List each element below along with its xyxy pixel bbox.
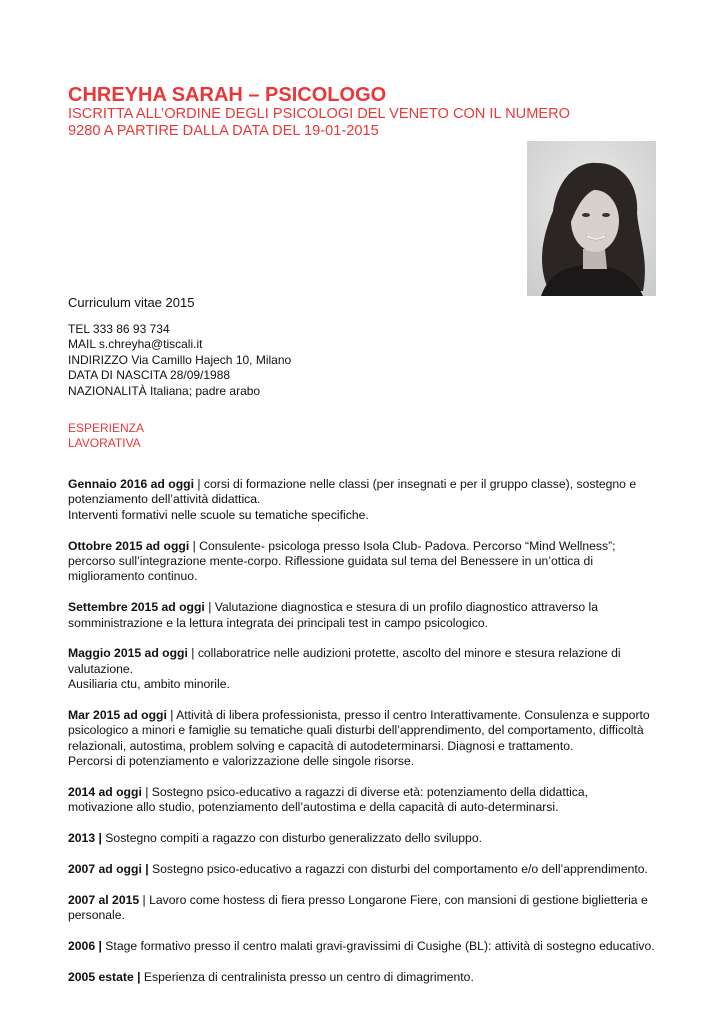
entry-text: Ausiliaria ctu, ambito minorile. [68, 677, 230, 692]
entry-period: 2005 estate | [68, 969, 141, 984]
experience-entry [68, 831, 648, 846]
entry-text: | Valutazione diagnostica e stesura di un profilo diagnostico attraverso la [204, 600, 598, 615]
entry-text: potenziamento dell’attività didattica. [68, 492, 261, 507]
birth-date: DATA DI NASCITA 28/09/1988 [68, 368, 231, 383]
experience-entry [68, 539, 648, 585]
section-heading-line: ESPERIENZA [68, 421, 145, 435]
experience-entry [68, 708, 648, 770]
nationality: NAZIONALITÀ Italiana; padre arabo [68, 383, 261, 398]
experience-entry [68, 646, 648, 692]
entry-text: | Consulente- psicologa presso Isola Club- Padova. Percorso “Mind Wellness”; [189, 538, 616, 553]
profile-photo [527, 141, 656, 296]
phone-number: TEL 333 86 93 734 [68, 322, 170, 336]
entry-text: miglioramento continuo. [68, 569, 198, 584]
entry-text: | Lavoro come hostess di fiera presso Longarone Fiere, con mansioni di gestione biglietteria e [139, 892, 648, 907]
entry-period: 2014 ad oggi [68, 785, 142, 800]
entry-text: motivazione allo studio, potenziamento dell’autostima e della capacità di auto-determinarsi. [68, 800, 559, 815]
cv-year-title: Curriculum vitae 2015 [68, 295, 195, 310]
entry-period: 2006 | [68, 939, 102, 954]
entry-text: relazionali, autostima, problem solving e capacità di autodeterminarsi. Diagnosi e trattamento. [68, 738, 574, 753]
entry-text: Sostegno psico-educativo a ragazzi con disturbi del comportamento e/o dell’apprendimento. [148, 862, 648, 877]
work-experience-heading [68, 421, 188, 451]
entry-period: 2007 al 2015 [68, 892, 140, 907]
registration-subtitle [68, 106, 628, 140]
entry-text: | Attività di libera professionista, presso il centro Interattivamente. Consulenza e supporto [166, 708, 650, 723]
experience-entry [68, 477, 648, 523]
experience-list [68, 477, 655, 985]
contact-details [68, 322, 291, 399]
entry-text: valutazione. [68, 661, 134, 676]
subtitle-line: 9280 A PARTIRE DALLA DATA DEL 19-01-2015 [68, 123, 379, 139]
entry-text: | collaboratrice nelle audizioni protette, ascolto del minore e stesura relazione di [187, 646, 621, 661]
entry-text: Interventi formativi nelle scuole su tematiche specifiche. [68, 507, 369, 522]
subtitle-line: ISCRITTA ALL’ORDINE DEGLI PSICOLOGI DEL VENETO CON IL NUMERO [68, 106, 570, 122]
experience-entry [68, 785, 648, 816]
entry-period: Settembre 2015 ad oggi [68, 600, 205, 615]
experience-entry [68, 600, 648, 631]
entry-period: Ottobre 2015 ad oggi [68, 538, 190, 553]
entry-text: | Sostegno psico-educativo a ragazzi di diverse età: potenziamento della didattica, [141, 785, 589, 800]
entry-text: Percorsi di potenziamento e valorizzazione delle singole risorse. [68, 754, 415, 769]
entry-period: Gennaio 2016 ad oggi [68, 477, 194, 491]
home-address: INDIRIZZO Via Camillo Hajech 10, Milano [68, 352, 292, 367]
entry-text: Esperienza di centralinista presso un centro di dimagrimento. [140, 969, 474, 984]
section-heading-line: LAVORATIVA [68, 436, 141, 450]
entry-period: Maggio 2015 ad oggi [68, 646, 188, 661]
experience-entry [68, 939, 655, 954]
entry-text: personale. [68, 908, 125, 923]
experience-entry [68, 862, 648, 877]
entry-period: 2007 ad oggi | [68, 862, 149, 877]
entry-text: somministrazione e la lettura integrata dei principali test in campo psicologico. [68, 615, 488, 630]
email-address: MAIL s.chreyha@tiscali.it [68, 337, 203, 352]
entry-text: psicologico a minori e famiglie su tematiche quali disturbi dell’apprendimento, del comportamento, difficoltà [68, 723, 644, 738]
experience-entry [68, 970, 648, 985]
entry-text: Sostegno compiti a ragazzo con disturbo generalizzato dello sviluppo. [101, 831, 482, 846]
entry-period: 2013 | [68, 831, 102, 846]
experience-entry [68, 893, 648, 924]
entry-period: Mar 2015 ad oggi [68, 708, 167, 723]
entry-text: percorso sull’integrazione mente-corpo. Riflessione guidata sul tema del Benessere in un’ottica di [68, 554, 594, 569]
cv-name-heading: CHREYHA SARAH – PSICOLOGO [68, 84, 387, 106]
entry-text: Stage formativo presso il centro malati gravi-gravissimi di Cusighe (BL): attività di sostegno educativo. [101, 939, 655, 954]
entry-text: | corsi di formazione nelle classi (per insegnati e per il gruppo classe), sostegno e [193, 477, 637, 491]
